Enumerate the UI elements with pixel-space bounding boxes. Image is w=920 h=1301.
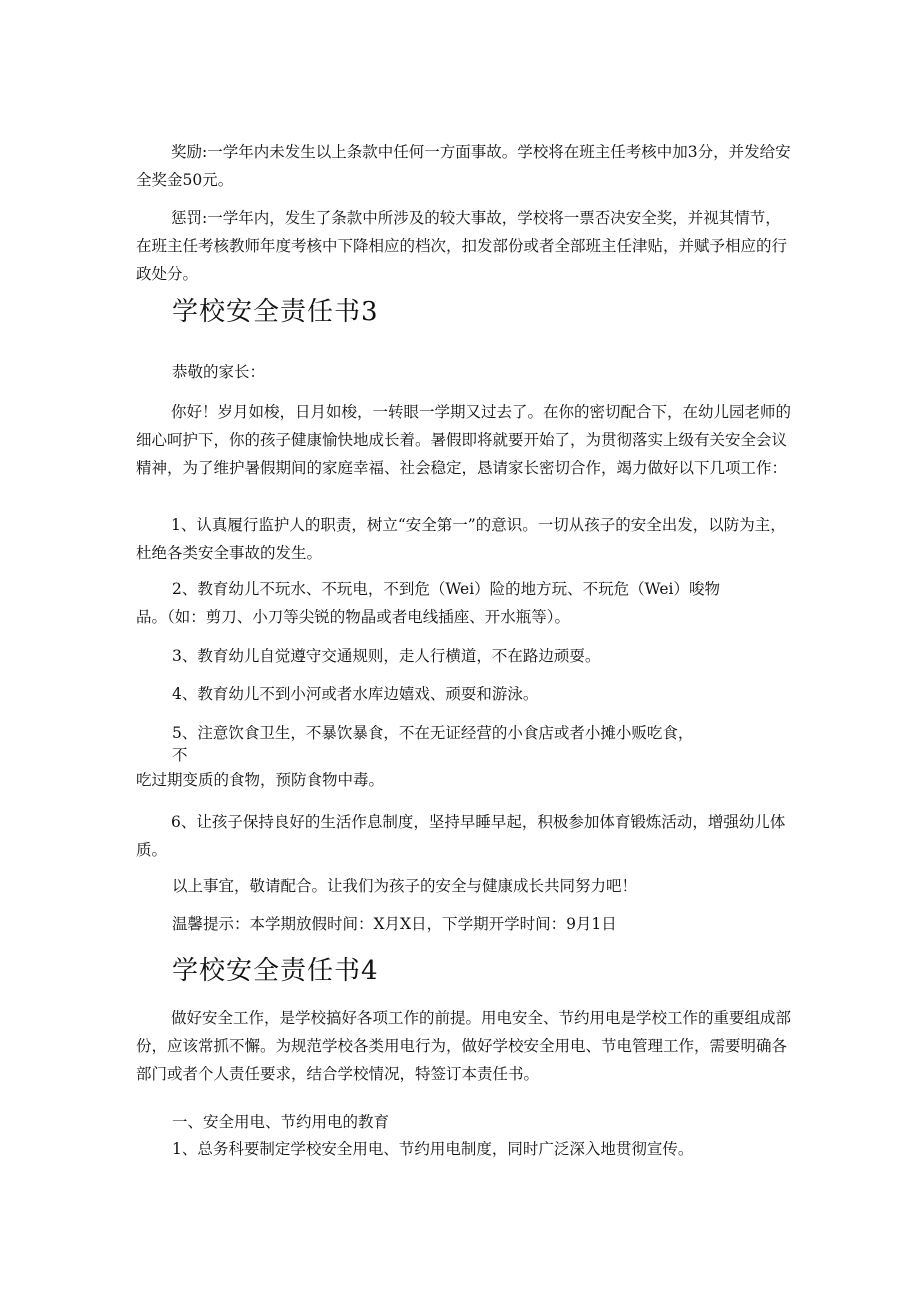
section3-intro: 你好！岁月如梭，日月如梭，一转眼一学期又过去了。在你的密切配合下，在幼儿园老师的细心呵护下，你的孩子健康愉快地成长着。暑假即将就要开始了，为贯彻落实上级有关安全会议精神，为了维护暑假期间的家庭幸福、社会稳定，恳请家长密切合作，竭力做好以下几项工作：	[136, 403, 792, 477]
section4-intro: 做好安全工作，是学校搞好各项工作的前提。用电安全、节约用电是学校工作的重要组成部份，应该常抓不懈。为规范学校各类用电行为，做好学校安全用电、节电管理工作，需要明确各部门或者个人责任要求，结合学校情况，特签订本责任书。	[136, 1009, 792, 1083]
section4-item-1: 1、总务科要制定学校安全用电、节约用电制度，同时广泛深入地贯彻宣传。	[172, 1140, 694, 1158]
section3-item-2-line-2: 品。（如：剪刀、小刀等尖锐的物晶或者电线插座、开水瓶等）。	[136, 608, 571, 626]
section4-subheading: 一、安全用电、节约用电的教育	[172, 1113, 390, 1131]
section3-item-6: 6、让孩子保持良好的生活作息制度，坚持早睡早起，积极参加体育锻炼活动，增强幼儿体质。	[136, 813, 786, 859]
section3-closing: 以上事宜，敬请配合。让我们为孩子的安全与健康成长共同努力吧！	[172, 877, 638, 895]
section3-title: 学校安全责任书3	[172, 297, 379, 327]
section3-item-5-line-3: 吃过期变质的食物，预防食物中毒。	[136, 771, 385, 789]
section3-item-2-line-1: 2、教育幼儿不玩水、不玩电，不到危（Wei）险的地方玩、不玩危（Wei）唆物	[172, 580, 720, 598]
section3-item-4: 4、教育幼儿不到小河或者水库边嬉戏、顽耍和游泳。	[172, 685, 539, 703]
section3-item-3: 3、教育幼儿自觉遵守交通规则，走人行横道，不在路边顽耍。	[172, 647, 601, 665]
section3-item-1: 1、认真履行监护人的职责，树立“安全第一”的意识。一切从孩子的安全出发，以防为主，杜绝各类安全事故的发生。	[136, 516, 786, 562]
punishment-paragraph: 惩罚:一学年内，发生了条款中所涉及的较大事故，学校将一票否决安全奖，并视其情节，在班主任考核教师年度考核中下降相应的档次，扣发部份或者全部班主任津贴，并赋予相应的行政处分。	[136, 209, 788, 283]
greeting: 恭敬的家长：	[172, 363, 266, 381]
reward-paragraph: 奖励:一学年内未发生以上条款中任何一方面事故。学校将在班主任考核中加3分，并发给安全奖金50元。	[136, 143, 791, 189]
section3-tip: 温馨提示：本学期放假时间：X月X日，下学期开学时间：9月1日	[172, 915, 617, 933]
section3-item-5-line-1: 5、注意饮食卫生，不暴饮暴食，不在无证经营的小食店或者小摊小贩吃食，	[172, 724, 694, 742]
section4-title: 学校安全责任书4	[172, 956, 379, 986]
section3-item-5-line-2: 不	[172, 746, 188, 764]
